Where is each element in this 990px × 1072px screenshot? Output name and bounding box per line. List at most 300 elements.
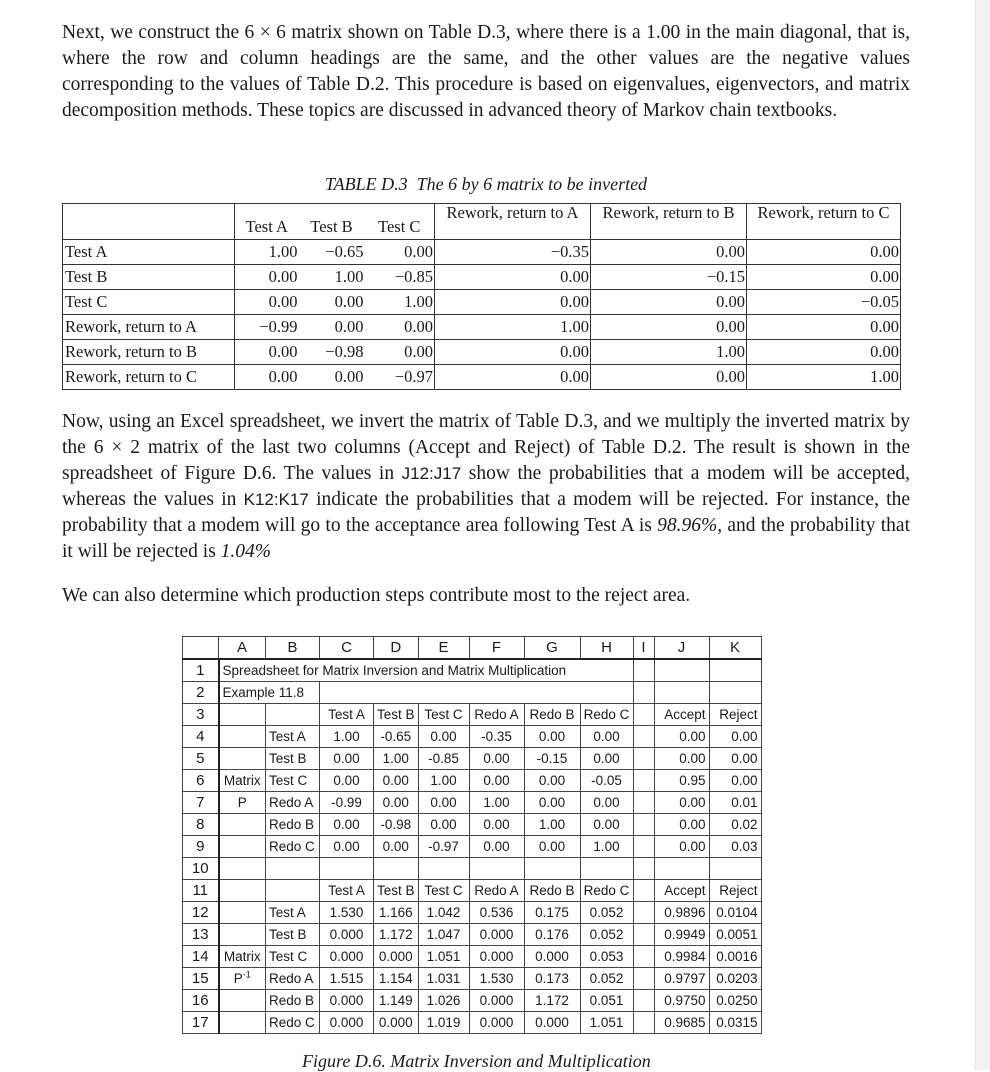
matrix-name-cell[interactable]: P bbox=[219, 792, 266, 814]
spreadsheet-column-header-row bbox=[183, 637, 762, 660]
spreadsheet-cell[interactable] bbox=[219, 880, 266, 902]
table-d3-cell: 0.00 bbox=[747, 340, 901, 365]
table-d3-row-label: Test A bbox=[63, 240, 235, 265]
spreadsheet-cell[interactable] bbox=[219, 704, 266, 726]
column-header-f[interactable]: F bbox=[469, 637, 524, 660]
table-d3-row-label: Rework, return to B bbox=[63, 340, 235, 365]
spreadsheet-row bbox=[183, 902, 762, 924]
reject-percentage: 1.04% bbox=[220, 541, 272, 562]
matrix-value-cell[interactable]: -0.35 bbox=[469, 726, 524, 748]
table-d3-cell: 0.00 bbox=[435, 365, 591, 390]
result-value-cell[interactable]: 0.00 bbox=[654, 748, 709, 770]
spreadsheet-body bbox=[183, 637, 762, 1034]
row-label-cell[interactable]: Redo A bbox=[266, 968, 320, 990]
row-label-cell[interactable]: Redo B bbox=[266, 814, 320, 836]
spreadsheet-cell[interactable] bbox=[469, 858, 524, 880]
result-value-cell[interactable]: 0.03 bbox=[709, 836, 761, 858]
table-d3-cell: 0.00 bbox=[365, 340, 435, 365]
spreadsheet-cell[interactable] bbox=[633, 968, 654, 990]
row-header-13[interactable]: 13 bbox=[183, 924, 219, 946]
matrix-value-cell[interactable]: 0.000 bbox=[374, 1012, 419, 1034]
matrix-value-cell[interactable]: 1.00 bbox=[469, 792, 524, 814]
spreadsheet-row bbox=[183, 659, 762, 682]
matrix-value-cell[interactable]: 1.00 bbox=[418, 770, 469, 792]
row-header-12[interactable]: 12 bbox=[183, 902, 219, 924]
spreadsheet-row bbox=[183, 924, 762, 946]
matrix-value-cell[interactable]: 0.052 bbox=[580, 924, 633, 946]
spreadsheet-cell[interactable] bbox=[266, 858, 320, 880]
column-header-b[interactable]: B bbox=[266, 637, 320, 660]
table-d3-cell: −0.97 bbox=[365, 365, 435, 390]
row-header-4[interactable]: 4 bbox=[183, 726, 219, 748]
result-value-cell[interactable]: 0.0315 bbox=[709, 1012, 761, 1034]
matrix-value-cell[interactable]: 0.00 bbox=[320, 836, 374, 858]
spreadsheet-cell[interactable] bbox=[219, 902, 266, 924]
row-label-cell[interactable]: Test B bbox=[266, 748, 320, 770]
table-d3-body bbox=[63, 240, 901, 390]
matrix-value-cell[interactable]: 0.00 bbox=[418, 792, 469, 814]
matrix-value-cell[interactable]: 0.00 bbox=[418, 814, 469, 836]
spreadsheet-cell[interactable] bbox=[633, 770, 654, 792]
spreadsheet-row bbox=[183, 968, 762, 990]
matrix-header-cell[interactable]: Test A bbox=[320, 880, 374, 902]
row-label-cell[interactable]: Test A bbox=[266, 902, 320, 924]
table-d3-caption-label: TABLE D.3 bbox=[324, 174, 408, 194]
table-d3 bbox=[62, 203, 901, 390]
table-d3-cell: 0.00 bbox=[591, 365, 747, 390]
table-d3-cell: −0.85 bbox=[365, 265, 435, 290]
figure-d6-caption: Figure D.6. Matrix Inversion and Multiplication bbox=[302, 1051, 651, 1071]
table-d3-cell: −0.15 bbox=[591, 265, 747, 290]
column-header-d[interactable]: D bbox=[374, 637, 419, 660]
spreadsheet-example-cell[interactable]: Example 11.8 bbox=[219, 682, 320, 704]
matrix-value-cell[interactable]: -0.65 bbox=[374, 726, 419, 748]
result-value-cell[interactable]: 0.9949 bbox=[654, 924, 709, 946]
matrix-value-cell[interactable]: 1.051 bbox=[418, 946, 469, 968]
row-header-5[interactable]: 5 bbox=[183, 748, 219, 770]
matrix-value-cell[interactable]: 0.000 bbox=[469, 1012, 524, 1034]
table-d3-cell: 0.00 bbox=[365, 240, 435, 265]
spreadsheet-cell[interactable] bbox=[633, 726, 654, 748]
paragraph-reject-area: We can also determine which production steps contribute most to the reject area. bbox=[62, 585, 691, 606]
matrix-header-cell[interactable]: Test B bbox=[374, 880, 419, 902]
spreadsheet-cell[interactable] bbox=[320, 858, 374, 880]
row-label-cell[interactable]: Test A bbox=[266, 726, 320, 748]
row-label-cell[interactable]: Redo C bbox=[266, 1012, 320, 1034]
row-header-6[interactable]: 6 bbox=[183, 770, 219, 792]
table-d3-caption-title: The 6 by 6 matrix to be inverted bbox=[416, 174, 648, 194]
result-value-cell[interactable]: 0.00 bbox=[654, 726, 709, 748]
row-label-cell[interactable]: Redo A bbox=[266, 792, 320, 814]
matrix-value-cell[interactable]: 1.051 bbox=[580, 1012, 633, 1034]
spreadsheet-cell[interactable] bbox=[524, 858, 580, 880]
spreadsheet bbox=[182, 636, 762, 1034]
spreadsheet-row bbox=[183, 836, 762, 858]
paragraph-excel bbox=[62, 409, 910, 565]
table-d3-col-header: Test C bbox=[365, 204, 435, 240]
spreadsheet-cell[interactable] bbox=[654, 858, 709, 880]
row-label-cell[interactable]: Test C bbox=[266, 946, 320, 968]
table-d3-cell: 0.00 bbox=[235, 265, 299, 290]
table-d3-cell: 0.00 bbox=[235, 340, 299, 365]
table-d3-cell: −0.65 bbox=[299, 240, 365, 265]
table-d3-row-label: Rework, return to A bbox=[63, 315, 235, 340]
table-d3-row-label: Rework, return to C bbox=[63, 365, 235, 390]
table-d3-cell: 0.00 bbox=[591, 240, 747, 265]
matrix-value-cell[interactable]: 1.00 bbox=[524, 814, 580, 836]
spreadsheet-cell[interactable] bbox=[633, 792, 654, 814]
result-header-cell[interactable]: Reject bbox=[709, 704, 761, 726]
matrix-header-cell[interactable]: Redo C bbox=[580, 704, 633, 726]
column-header-a[interactable]: A bbox=[219, 637, 266, 660]
matrix-value-cell[interactable]: 0.00 bbox=[580, 748, 633, 770]
table-d3-cell: 1.00 bbox=[299, 265, 365, 290]
table-d3-row bbox=[63, 240, 901, 265]
matrix-value-cell[interactable]: 0.00 bbox=[320, 814, 374, 836]
row-header-10[interactable]: 10 bbox=[183, 858, 219, 880]
matrix-header-cell[interactable]: Test C bbox=[418, 704, 469, 726]
matrix-value-cell[interactable]: 1.047 bbox=[418, 924, 469, 946]
row-header-8[interactable]: 8 bbox=[183, 814, 219, 836]
matrix-value-cell[interactable]: 1.031 bbox=[418, 968, 469, 990]
spreadsheet-cell[interactable] bbox=[219, 1012, 266, 1034]
matrix-value-cell[interactable]: 1.515 bbox=[320, 968, 374, 990]
column-header-k[interactable]: K bbox=[709, 637, 761, 660]
result-value-cell[interactable]: 0.0203 bbox=[709, 968, 761, 990]
table-d3-cell: −0.98 bbox=[299, 340, 365, 365]
spreadsheet-cell[interactable] bbox=[219, 924, 266, 946]
result-value-cell[interactable]: 0.95 bbox=[654, 770, 709, 792]
spreadsheet-row bbox=[183, 858, 762, 880]
range-j12-j17: J12:J17 bbox=[401, 464, 462, 483]
table-d3-row bbox=[63, 365, 901, 390]
row-label-cell[interactable]: Redo B bbox=[266, 990, 320, 1012]
matrix-header-cell[interactable]: Redo C bbox=[580, 880, 633, 902]
matrix-value-cell[interactable]: 1.530 bbox=[320, 902, 374, 924]
column-header-j[interactable]: J bbox=[654, 637, 709, 660]
matrix-value-cell[interactable]: -0.05 bbox=[580, 770, 633, 792]
row-header-14[interactable]: 14 bbox=[183, 946, 219, 968]
matrix-value-cell[interactable]: 1.019 bbox=[418, 1012, 469, 1034]
matrix-value-cell[interactable]: 0.00 bbox=[469, 770, 524, 792]
table-d3-col-header: Rework, return to C bbox=[747, 204, 901, 240]
range-k12-k17: K12:K17 bbox=[243, 490, 309, 509]
matrix-header-cell[interactable]: Test A bbox=[320, 704, 374, 726]
matrix-value-cell[interactable]: 1.026 bbox=[418, 990, 469, 1012]
table-d3-cell: 0.00 bbox=[435, 265, 591, 290]
scrollbar-track[interactable] bbox=[975, 0, 990, 1070]
matrix-value-cell[interactable]: 0.00 bbox=[580, 726, 633, 748]
matrix-value-cell[interactable]: 1.166 bbox=[374, 902, 419, 924]
matrix-value-cell[interactable]: 0.00 bbox=[374, 836, 419, 858]
matrix-value-cell[interactable]: -0.15 bbox=[524, 748, 580, 770]
spreadsheet-cell[interactable] bbox=[633, 902, 654, 924]
row-header-16[interactable]: 16 bbox=[183, 990, 219, 1012]
matrix-inverse-exponent: -1 bbox=[242, 969, 251, 980]
matrix-header-cell[interactable]: Redo A bbox=[469, 704, 524, 726]
spreadsheet-cell[interactable] bbox=[633, 1012, 654, 1034]
matrix-value-cell[interactable]: 0.173 bbox=[524, 968, 580, 990]
spreadsheet-cell[interactable] bbox=[633, 990, 654, 1012]
spreadsheet-figure bbox=[182, 636, 762, 1034]
matrix-value-cell[interactable]: 0.000 bbox=[320, 924, 374, 946]
spreadsheet-corner[interactable] bbox=[183, 637, 219, 660]
table-d3-cell: 1.00 bbox=[435, 315, 591, 340]
matrix-value-cell[interactable]: 0.053 bbox=[580, 946, 633, 968]
matrix-value-cell[interactable]: 0.00 bbox=[469, 814, 524, 836]
column-header-i[interactable]: I bbox=[633, 637, 654, 660]
matrix-value-cell[interactable]: 0.00 bbox=[524, 726, 580, 748]
column-header-e[interactable]: E bbox=[418, 637, 469, 660]
table-d3-cell: 0.00 bbox=[591, 290, 747, 315]
row-header-17[interactable]: 17 bbox=[183, 1012, 219, 1034]
spreadsheet-cell[interactable] bbox=[654, 682, 709, 704]
table-d3-cell: 1.00 bbox=[591, 340, 747, 365]
matrix-value-cell[interactable]: 1.00 bbox=[320, 726, 374, 748]
matrix-value-cell[interactable]: 0.00 bbox=[580, 792, 633, 814]
column-header-g[interactable]: G bbox=[524, 637, 580, 660]
result-header-cell[interactable]: Accept bbox=[654, 704, 709, 726]
matrix-value-cell[interactable]: 1.172 bbox=[524, 990, 580, 1012]
matrix-value-cell[interactable]: 1.154 bbox=[374, 968, 419, 990]
spreadsheet-cell[interactable] bbox=[374, 858, 419, 880]
para2-part-d: , and the probability that it will be rejected is bbox=[62, 515, 910, 562]
table-d3-col-header: Rework, return to B bbox=[591, 204, 747, 240]
matrix-value-cell[interactable]: 0.00 bbox=[580, 814, 633, 836]
result-value-cell[interactable]: 0.00 bbox=[654, 792, 709, 814]
matrix-value-cell[interactable]: 1.149 bbox=[374, 990, 419, 1012]
matrix-value-cell[interactable]: 0.000 bbox=[469, 924, 524, 946]
table-d3-cell: 0.00 bbox=[365, 315, 435, 340]
table-d3-cell: 0.00 bbox=[235, 290, 299, 315]
table-d3-cell: 0.00 bbox=[299, 315, 365, 340]
spreadsheet-cell[interactable] bbox=[633, 836, 654, 858]
matrix-value-cell[interactable]: -0.99 bbox=[320, 792, 374, 814]
table-d3-col-header: Test B bbox=[299, 204, 365, 240]
result-value-cell[interactable]: 0.9750 bbox=[654, 990, 709, 1012]
column-header-h[interactable]: H bbox=[580, 637, 633, 660]
table-d3-cell: 1.00 bbox=[235, 240, 299, 265]
table-d3-row bbox=[63, 265, 901, 290]
matrix-value-cell[interactable]: 0.000 bbox=[524, 946, 580, 968]
column-header-c[interactable]: C bbox=[320, 637, 374, 660]
matrix-value-cell[interactable]: -0.85 bbox=[418, 748, 469, 770]
result-value-cell[interactable]: 0.00 bbox=[654, 836, 709, 858]
matrix-value-cell[interactable]: 0.00 bbox=[320, 770, 374, 792]
spreadsheet-cell[interactable] bbox=[266, 704, 320, 726]
result-header-cell[interactable]: Accept bbox=[654, 880, 709, 902]
matrix-value-cell[interactable]: 0.000 bbox=[320, 1012, 374, 1034]
result-value-cell[interactable]: 0.0016 bbox=[709, 946, 761, 968]
spreadsheet-cell[interactable] bbox=[709, 858, 761, 880]
spreadsheet-cell[interactable] bbox=[219, 858, 266, 880]
matrix-value-cell[interactable]: 1.00 bbox=[374, 748, 419, 770]
table-d3-col-header: Rework, return to A bbox=[435, 204, 591, 240]
row-header-2[interactable]: 2 bbox=[183, 682, 219, 704]
spreadsheet-cell[interactable] bbox=[633, 814, 654, 836]
matrix-value-cell[interactable]: 0.00 bbox=[524, 792, 580, 814]
row-header-1[interactable]: 1 bbox=[183, 659, 219, 682]
spreadsheet-cell[interactable] bbox=[418, 858, 469, 880]
matrix-value-cell[interactable]: 0.000 bbox=[524, 1012, 580, 1034]
spreadsheet-cell[interactable] bbox=[633, 880, 654, 902]
matrix-label-cell[interactable]: Matrix bbox=[219, 770, 266, 792]
spreadsheet-cell[interactable] bbox=[633, 924, 654, 946]
table-d3-row-label: Test C bbox=[63, 290, 235, 315]
accept-percentage: 98.96% bbox=[657, 515, 718, 536]
result-value-cell[interactable]: 0.9797 bbox=[654, 968, 709, 990]
matrix-value-cell[interactable]: 0.536 bbox=[469, 902, 524, 924]
spreadsheet-row bbox=[183, 990, 762, 1012]
matrix-value-cell[interactable]: 0.00 bbox=[469, 748, 524, 770]
matrix-value-cell[interactable]: 0.000 bbox=[320, 990, 374, 1012]
table-d3-header-row bbox=[63, 204, 901, 240]
result-value-cell[interactable]: 0.00 bbox=[654, 814, 709, 836]
spreadsheet-row bbox=[183, 748, 762, 770]
result-value-cell[interactable]: 0.02 bbox=[709, 814, 761, 836]
spreadsheet-row bbox=[183, 726, 762, 748]
row-header-15[interactable]: 15 bbox=[183, 968, 219, 990]
table-d3-cell: 0.00 bbox=[747, 240, 901, 265]
matrix-inverse-name: P bbox=[233, 971, 243, 986]
spreadsheet-cell[interactable] bbox=[633, 659, 654, 682]
matrix-value-cell[interactable]: 0.000 bbox=[374, 946, 419, 968]
spreadsheet-cell[interactable] bbox=[219, 990, 266, 1012]
para2-part-b: show the probabilities that a modem will be accepted, whereas the values in bbox=[62, 463, 910, 510]
matrix-value-cell[interactable]: 0.00 bbox=[320, 748, 374, 770]
spreadsheet-cell[interactable] bbox=[709, 682, 761, 704]
table-d3-cell: 1.00 bbox=[365, 290, 435, 315]
result-value-cell[interactable]: 0.9896 bbox=[654, 902, 709, 924]
table-d3-cell: 0.00 bbox=[435, 290, 591, 315]
row-header-7[interactable]: 7 bbox=[183, 792, 219, 814]
row-header-11[interactable]: 11 bbox=[183, 880, 219, 902]
table-d3-caption bbox=[62, 174, 910, 195]
para2-part-c: indicate the probabilities that a modem will be rejected. For instance, the probability that a modem will go to the acceptance area following Test A is bbox=[62, 489, 910, 536]
matrix-header-cell[interactable]: Redo B bbox=[524, 704, 580, 726]
matrix-value-cell[interactable]: 1.00 bbox=[580, 836, 633, 858]
table-d3-col-header: Test A bbox=[235, 204, 299, 240]
matrix-value-cell[interactable]: 0.175 bbox=[524, 902, 580, 924]
matrix-header-cell[interactable]: Redo A bbox=[469, 880, 524, 902]
paragraph-intro: Next, we construct the 6 × 6 matrix shown on Table D.3, where there is a 1.00 in the main diagonal, that is, where the row and column headings are the same, and the other values are the negative values corresponding to the values of Table D.2. This procedure is based on eigenvalues, eigenvectors, and matrix decomposition methods. These topics are discussed in advanced theory of Markov chain textbooks. bbox=[62, 22, 910, 121]
matrix-value-cell[interactable]: 0.00 bbox=[469, 836, 524, 858]
spreadsheet-cell[interactable] bbox=[654, 659, 709, 682]
table-d3-cell: 0.00 bbox=[235, 365, 299, 390]
table-d3-row bbox=[63, 290, 901, 315]
result-value-cell[interactable]: 0.01 bbox=[709, 792, 761, 814]
spreadsheet-cell[interactable] bbox=[633, 858, 654, 880]
para2-part-a: Now, using an Excel spreadsheet, we invert the matrix of Table D.3, and we multiply the inverted matrix by the 6 × 2 matrix of the last two columns (Accept and Reject) of Table D.2. The result is shown in the spreadsheet of Figure D.6. The values in bbox=[62, 411, 910, 484]
matrix-value-cell[interactable]: 0.00 bbox=[524, 770, 580, 792]
table-d3-cell: 0.00 bbox=[591, 315, 747, 340]
spreadsheet-row bbox=[183, 682, 762, 704]
matrix-value-cell[interactable]: 0.176 bbox=[524, 924, 580, 946]
matrix-value-cell[interactable]: -0.97 bbox=[418, 836, 469, 858]
matrix-header-cell[interactable]: Test B bbox=[374, 704, 419, 726]
spreadsheet-title-cell[interactable]: Spreadsheet for Matrix Inversion and Matrix Multiplication bbox=[219, 659, 634, 682]
matrix-value-cell[interactable]: 1.530 bbox=[469, 968, 524, 990]
spreadsheet-row bbox=[183, 770, 762, 792]
table-d3-cell: −0.99 bbox=[235, 315, 299, 340]
document-page bbox=[62, 20, 910, 606]
spreadsheet-row bbox=[183, 880, 762, 902]
table-d3-row bbox=[63, 340, 901, 365]
result-value-cell[interactable]: 0.9685 bbox=[654, 1012, 709, 1034]
row-label-cell[interactable]: Test C bbox=[266, 770, 320, 792]
matrix-value-cell[interactable]: 1.172 bbox=[374, 924, 419, 946]
row-header-3[interactable]: 3 bbox=[183, 704, 219, 726]
matrix-value-cell[interactable]: 0.00 bbox=[374, 792, 419, 814]
spreadsheet-cell[interactable] bbox=[633, 748, 654, 770]
result-value-cell[interactable]: 0.0104 bbox=[709, 902, 761, 924]
result-value-cell[interactable]: 0.00 bbox=[709, 726, 761, 748]
result-value-cell[interactable]: 0.9984 bbox=[654, 946, 709, 968]
spreadsheet-row bbox=[183, 704, 762, 726]
spreadsheet-cell[interactable] bbox=[633, 946, 654, 968]
spreadsheet-cell[interactable] bbox=[320, 682, 634, 704]
matrix-header-cell[interactable]: Test C bbox=[418, 880, 469, 902]
spreadsheet-cell[interactable] bbox=[219, 748, 266, 770]
table-d3-cell: 1.00 bbox=[747, 365, 901, 390]
spreadsheet-cell[interactable] bbox=[633, 682, 654, 704]
spreadsheet-row bbox=[183, 1012, 762, 1034]
matrix-name-cell[interactable] bbox=[219, 968, 266, 990]
table-d3-cell: 0.00 bbox=[747, 265, 901, 290]
matrix-value-cell[interactable]: 0.000 bbox=[320, 946, 374, 968]
spreadsheet-cell[interactable] bbox=[709, 659, 761, 682]
table-d3-cell: 0.00 bbox=[435, 340, 591, 365]
table-d3-cell: 0.00 bbox=[299, 365, 365, 390]
result-value-cell[interactable]: 0.00 bbox=[709, 748, 761, 770]
matrix-value-cell[interactable]: 0.000 bbox=[469, 990, 524, 1012]
table-d3-cell: 0.00 bbox=[299, 290, 365, 315]
matrix-header-cell[interactable]: Redo B bbox=[524, 880, 580, 902]
spreadsheet-row bbox=[183, 814, 762, 836]
table-d3-row-label: Test B bbox=[63, 265, 235, 290]
spreadsheet-row bbox=[183, 946, 762, 968]
matrix-value-cell[interactable]: 0.00 bbox=[418, 726, 469, 748]
matrix-label-cell[interactable]: Matrix bbox=[219, 946, 266, 968]
spreadsheet-cell[interactable] bbox=[633, 704, 654, 726]
matrix-value-cell[interactable]: -0.98 bbox=[374, 814, 419, 836]
matrix-value-cell[interactable]: 0.051 bbox=[580, 990, 633, 1012]
table-d3-cell: −0.35 bbox=[435, 240, 591, 265]
table-d3-cell: −0.05 bbox=[747, 290, 901, 315]
matrix-value-cell[interactable]: 0.00 bbox=[374, 770, 419, 792]
row-label-cell[interactable]: Redo C bbox=[266, 836, 320, 858]
matrix-value-cell[interactable]: 0.052 bbox=[580, 902, 633, 924]
matrix-value-cell[interactable]: 1.042 bbox=[418, 902, 469, 924]
spreadsheet-cell[interactable] bbox=[219, 726, 266, 748]
spreadsheet-cell[interactable] bbox=[266, 880, 320, 902]
matrix-value-cell[interactable]: 0.000 bbox=[469, 946, 524, 968]
result-value-cell[interactable]: 0.00 bbox=[709, 770, 761, 792]
spreadsheet-row bbox=[183, 792, 762, 814]
matrix-value-cell[interactable]: 0.00 bbox=[524, 836, 580, 858]
result-header-cell[interactable]: Reject bbox=[709, 880, 761, 902]
result-value-cell[interactable]: 0.0250 bbox=[709, 990, 761, 1012]
table-d3-row bbox=[63, 315, 901, 340]
spreadsheet-cell[interactable] bbox=[580, 858, 633, 880]
row-label-cell[interactable]: Test B bbox=[266, 924, 320, 946]
matrix-value-cell[interactable]: 0.052 bbox=[580, 968, 633, 990]
spreadsheet-cell[interactable] bbox=[219, 836, 266, 858]
row-header-9[interactable]: 9 bbox=[183, 836, 219, 858]
spreadsheet-cell[interactable] bbox=[219, 814, 266, 836]
table-d3-cell: 0.00 bbox=[747, 315, 901, 340]
result-value-cell[interactable]: 0.0051 bbox=[709, 924, 761, 946]
